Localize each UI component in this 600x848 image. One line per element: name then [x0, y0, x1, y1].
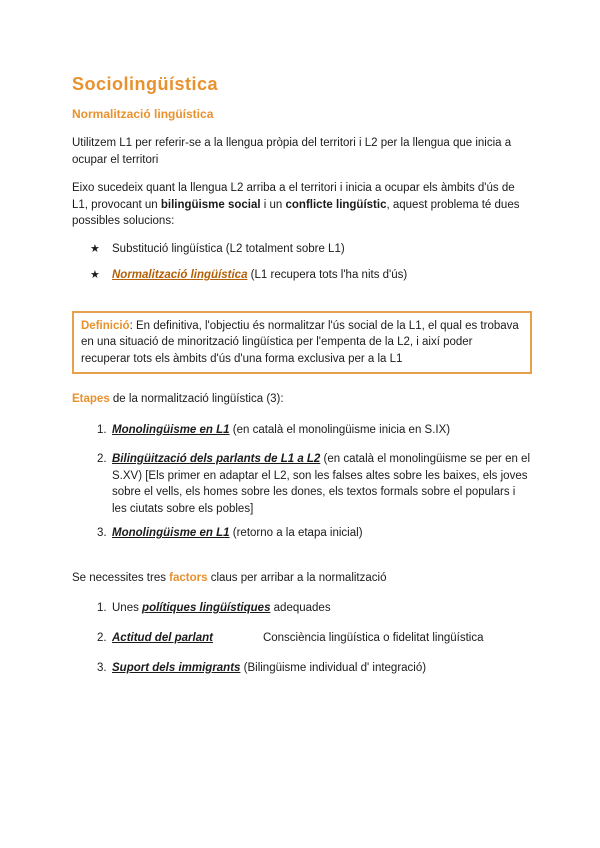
list-item-text: [112, 600, 532, 617]
paragraph-intro-1: [72, 135, 532, 168]
list-item-rest: adequades: [270, 602, 331, 614]
page-title: Sociolingüística: [72, 74, 219, 94]
list-item-text: [112, 660, 532, 677]
key-term-suport: Suport dels immigrants: [112, 662, 241, 674]
list-item-rest: Consciència lingüística o fidelitat lingüística: [262, 632, 484, 644]
key-term-actitud: Actitud del parlant: [112, 632, 213, 644]
list-item-etapa-2: [72, 451, 532, 517]
paragraph-intro-2: [72, 180, 532, 230]
star-bullet-icon: ★: [90, 269, 100, 281]
list-number: 3.: [97, 527, 107, 539]
list-number: 2.: [97, 632, 107, 644]
list-item-rest: (en català el monolingüisme inicia en S.IX): [229, 423, 451, 436]
list-item-rest: (en català el monolingüisme se per en el S.XV) [Els primer en adaptar el L2, son les falses altes sobre les baixes, els joves sobre el vells, els homes sobre les dones, els textos formals sobre el populars i les ciutats sobre els pobles]: [112, 453, 531, 515]
paragraph-text: Eixo sucedeix quant la llengua L2 arriba a el territori i inicia a ocupar els àmbits d'ús de L1, provocant un: [72, 182, 515, 211]
factors-lead: [72, 570, 532, 587]
key-term-normalitzacio: Normalització lingüística: [112, 269, 248, 281]
factors-keyword: factors: [169, 571, 208, 584]
list-item-text: [112, 267, 407, 284]
factors-lead-post: claus per arribar a la normalització: [207, 571, 387, 584]
key-term-bilinguitzacio: Bilingüització dels parlants de L1 a L2: [112, 453, 321, 465]
key-term-politiques: polítiques lingüístiques: [142, 602, 271, 614]
list-item-etapa-1: [72, 422, 532, 439]
list-item-factor-3: [72, 660, 532, 677]
list-number: 1.: [97, 423, 107, 436]
key-term-monolinguisme-3: Monolingüisme en L1: [112, 527, 230, 539]
section-heading: Normalització lingüística: [72, 107, 214, 121]
star-bullet-icon: ★: [90, 242, 100, 255]
paragraph-text: , aquest problema té dues possibles solucions:: [72, 198, 520, 227]
list-item-rest: (Bilingüisme individual d' integració): [240, 662, 427, 674]
list-item-text: Substitució lingüística (L2 totalment sobre L1): [112, 242, 345, 255]
list-number: 3.: [97, 662, 107, 674]
list-item-normalitzacio: [72, 267, 532, 284]
bold-term-conflicte-linguistic: conflicte lingüístic: [285, 198, 387, 211]
key-term-monolinguisme-1: Monolingüisme en L1: [112, 423, 230, 436]
factors-lead-pre: Se necessites tres: [72, 571, 170, 584]
list-item-text: [112, 525, 532, 542]
factors-list: [72, 600, 532, 677]
definition-label: Definició: [81, 319, 130, 332]
bold-term-bilinguisme-social: bilingüisme social: [160, 198, 261, 211]
paragraph-text: Utilitzem L1 per referir-se a la llengua pròpia del territori i L2 per la llengua que inicia a ocupar el territori: [72, 137, 512, 166]
list-number: 1.: [97, 602, 107, 614]
list-item-text: [112, 422, 532, 439]
list-number: 2.: [97, 453, 107, 465]
etapes-lead: [72, 391, 532, 408]
list-item-rest: (retorno a la etapa inicial): [229, 527, 363, 539]
etapes-keyword: Etapes: [72, 393, 110, 405]
list-item-rest: (L1 recupera tots l'ha nits d'ús): [247, 269, 408, 281]
list-item-factor-1: [72, 600, 532, 617]
paragraph-text: i un: [260, 198, 286, 211]
etapes-list: [72, 422, 532, 542]
list-item-pre: Unes: [112, 602, 143, 614]
definition-box: [72, 311, 532, 375]
list-item-factor-2: [72, 630, 532, 647]
etapes-lead-rest: de la normalització lingüística (3):: [109, 393, 284, 405]
definition-text: : En definitiva, l'objectiu és normalitzar l'ús social de la L1, el qual es trobava en una situació de minorització lingüística per l'empenta de la L2, i així poder recuperar tots els àmbits d'ús d'una forma exclusiva per a la L1: [81, 319, 519, 365]
solutions-list: [72, 241, 532, 284]
list-item-substitucio: [72, 241, 532, 258]
list-item-text: [112, 630, 532, 647]
list-item-text: [112, 451, 532, 517]
list-item-etapa-3: [72, 525, 532, 542]
